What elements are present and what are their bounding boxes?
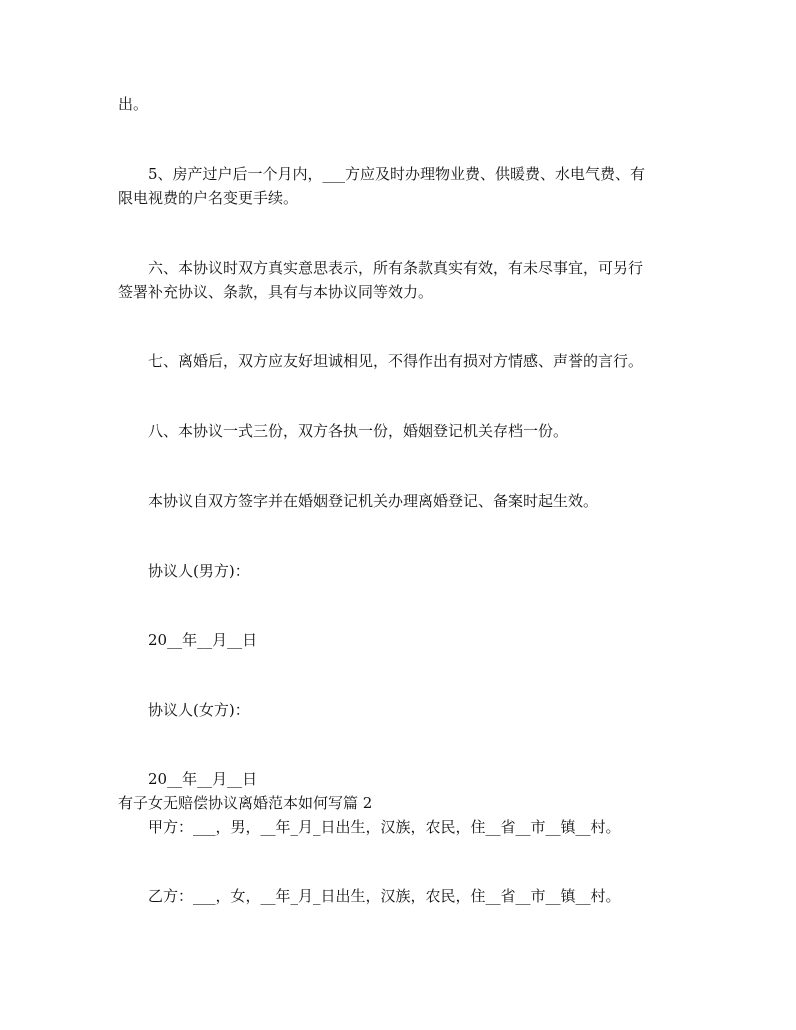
signatory-male-label: 协议人(男方)： [148, 562, 250, 580]
clause-5-line-1: 5、房产过户后一个月内，___方应及时办理物业费、供暖费、水电气费、有 [148, 165, 646, 183]
signatory-female-date: 20__年__月__日 [148, 770, 258, 788]
clause-7: 七、离婚后，双方应友好坦诚相见，不得作出有损对方情感、声誉的言行。 [148, 352, 644, 370]
signatory-male-date: 20__年__月__日 [148, 631, 258, 649]
text-line-continuation: 出。 [118, 95, 149, 113]
signatory-female-label: 协议人(女方)： [148, 701, 250, 719]
party-b-info: 乙方：___，女，__年_月_日出生，汉族，农民，住__省__市__镇__村。 [148, 887, 621, 905]
effective-clause: 本协议自双方签字并在婚姻登记机关办理离婚登记、备案时起生效。 [148, 492, 599, 510]
clause-6-line-2: 签署补充协议、条款，具有与本协议同等效力。 [118, 283, 434, 301]
clause-6-line-1: 六、本协议时双方真实意思表示，所有条款真实有效，有未尽事宜，可另行 [148, 259, 644, 277]
party-a-info: 甲方：___，男，__年_月_日出生，汉族，农民，住__省__市__镇__村。 [148, 818, 621, 836]
clause-8: 八、本协议一式三份，双方各执一份，婚姻登记机关存档一份。 [148, 422, 569, 440]
section-title: 有子女无赔偿协议离婚范本如何写篇 2 [118, 794, 373, 812]
clause-5-line-2: 限电视费的户名变更手续。 [118, 189, 299, 207]
